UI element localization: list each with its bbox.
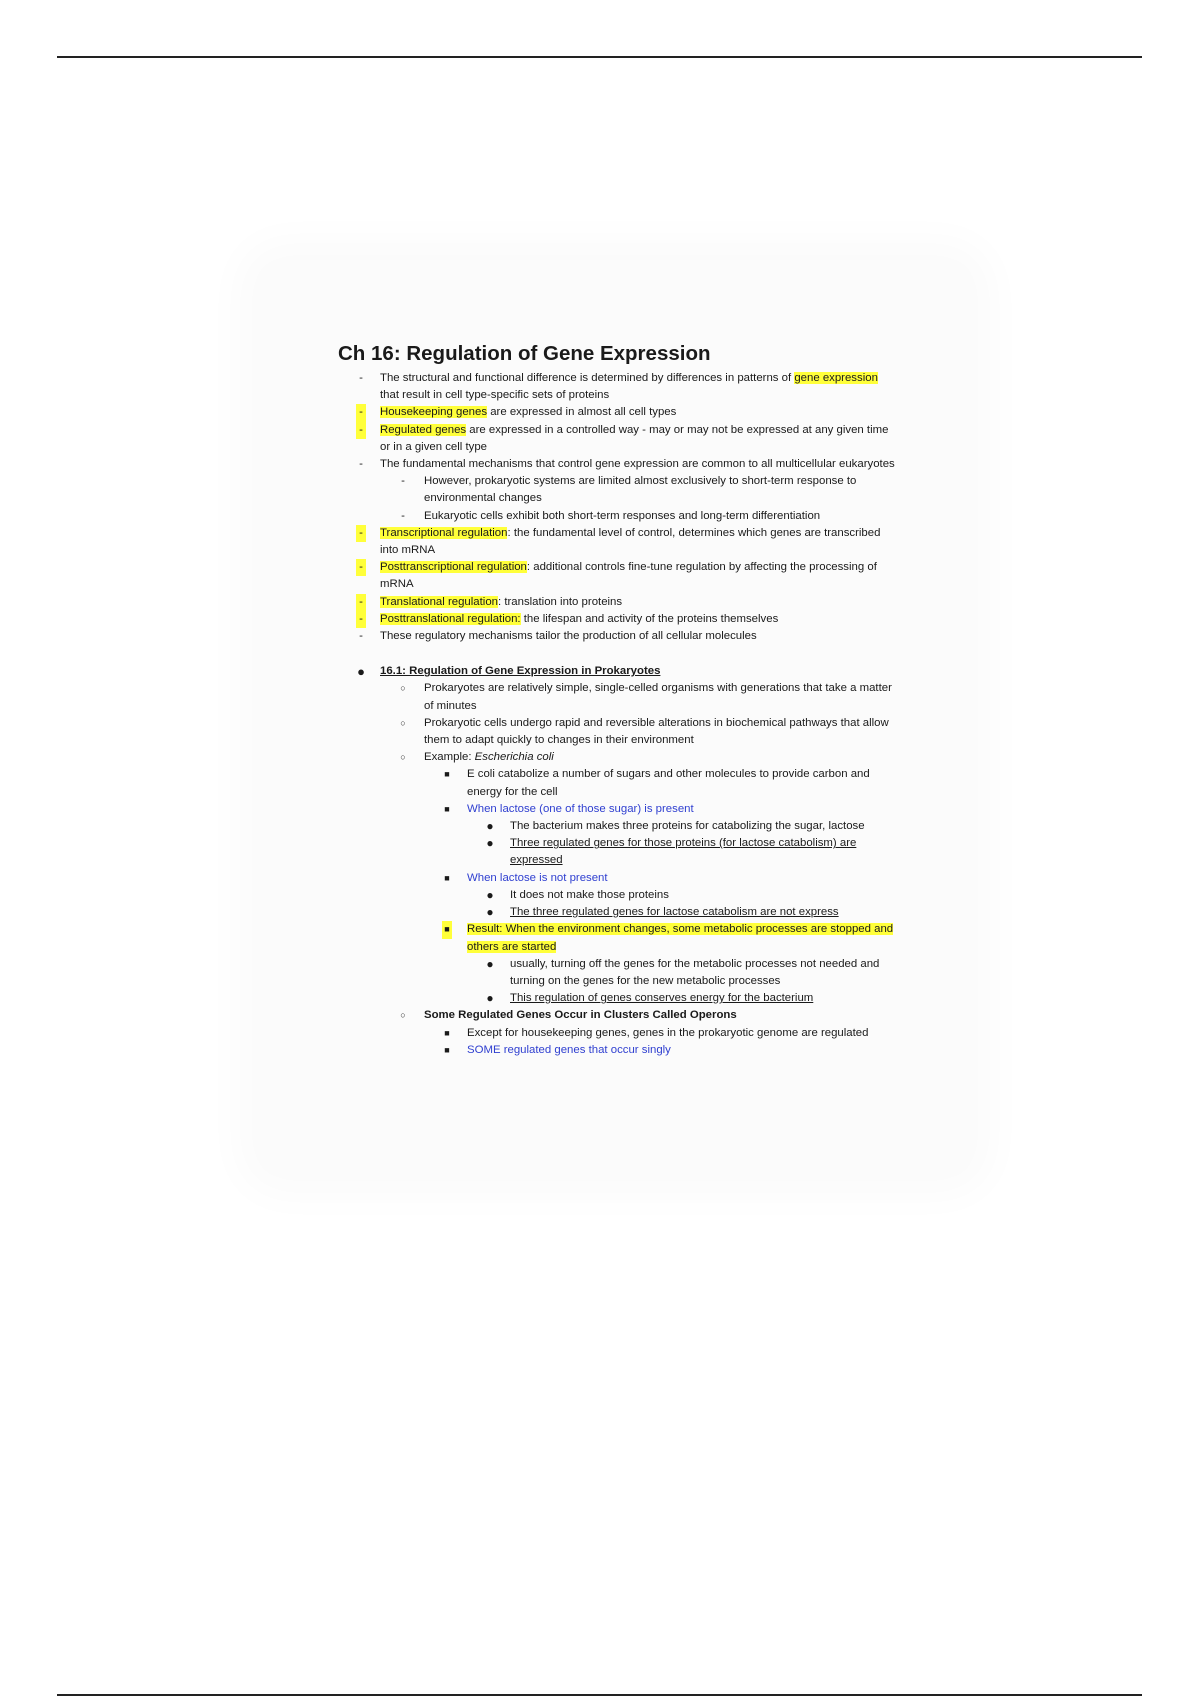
- list-item: [338, 766, 898, 800]
- item-text: Prokaryotes are relatively simple, single-celled organisms with generations that take a matter of minutes: [424, 682, 892, 712]
- list-item: [338, 611, 898, 628]
- item-text: The fundamental mechanisms that control gene expression are common to all multicellular eukaryotes: [380, 458, 895, 471]
- list-item: [338, 628, 898, 645]
- square-bullet: ■: [444, 872, 450, 883]
- list-item: [338, 404, 898, 421]
- list-item: [338, 456, 898, 473]
- item-text: that result in cell type-specific sets of proteins: [380, 389, 610, 402]
- dot-bullet: ●: [486, 819, 494, 834]
- list-item: [338, 801, 898, 818]
- highlighted-term: gene expression: [794, 372, 878, 384]
- list-item: [338, 594, 898, 611]
- dot-bullet: ●: [486, 836, 494, 851]
- list-item: [338, 680, 898, 714]
- ring-bullet: ○: [400, 752, 406, 763]
- ring-bullet: ○: [400, 683, 406, 694]
- item-text: Eukaryotic cells exhibit both short-term responses and long-term differentiation: [424, 509, 821, 522]
- list-item: [338, 508, 898, 525]
- list-item: [338, 818, 898, 835]
- item-text: SOME regulated genes that occur singly: [467, 1043, 671, 1056]
- list-item: [338, 1042, 898, 1059]
- list-item: [338, 422, 898, 456]
- species-name: Escherichia coli: [474, 751, 554, 764]
- item-text: : additional controls fine-tune regulation by affecting the processing of mRNA: [380, 561, 877, 591]
- spacer: [338, 645, 898, 663]
- page-title: Ch 16: Regulation of Gene Expression: [338, 342, 711, 365]
- list-item: [338, 990, 898, 1007]
- item-text: The structural and functional difference is determined by differences in patterns of: [380, 372, 795, 384]
- highlighted-term: Housekeeping genes: [380, 406, 488, 419]
- dot-bullet: ●: [486, 991, 494, 1006]
- item-text: E coli catabolize a number of sugars and other molecules to provide carbon and energy for the cell: [467, 768, 870, 798]
- dot-bullet: ●: [486, 956, 494, 971]
- list-item: [338, 887, 898, 904]
- dash-bullet: -: [401, 475, 405, 488]
- disc-bullet: ●: [357, 664, 365, 680]
- example-label: Example:: [424, 751, 475, 764]
- top-rule: [57, 56, 1142, 58]
- dash-bullet: -: [356, 422, 366, 439]
- item-text: The three regulated genes for lactose catabolism are not express: [510, 906, 839, 919]
- highlighted-term: Translational regulation: [380, 595, 498, 608]
- list-item: [338, 473, 898, 507]
- highlighted-term: Result: When the environment changes, some metabolic processes are stopped and others are started: [467, 923, 894, 953]
- list-item: [338, 370, 898, 404]
- item-text: When lactose (one of those sugar) is present: [467, 802, 694, 815]
- dash-bullet: -: [359, 372, 363, 384]
- list-item: [338, 956, 898, 990]
- dash-bullet: -: [356, 559, 366, 576]
- subsection-heading: Some Regulated Genes Occur in Clusters Called Operons: [424, 1009, 737, 1022]
- square-bullet: ■: [444, 803, 450, 814]
- item-text: When lactose is not present: [467, 871, 608, 884]
- document-page: [338, 340, 898, 1059]
- list-item: [338, 835, 898, 869]
- list-item: [338, 715, 898, 749]
- list-item: [338, 1007, 898, 1024]
- ring-bullet: ○: [400, 717, 406, 728]
- dot-bullet: ●: [486, 887, 494, 902]
- square-bullet: ■: [442, 921, 452, 938]
- item-text: It does not make those proteins: [510, 888, 669, 901]
- list-item: [338, 559, 898, 593]
- item-text: This regulation of genes conserves energy for the bacterium: [510, 992, 814, 1005]
- dash-bullet: -: [356, 594, 366, 611]
- item-text: : the fundamental level of control, determines which genes are transcribed into mRNA: [380, 526, 881, 557]
- item-text: are expressed in a controlled way - may or may not be expressed at any given time or in a given cell type: [380, 423, 889, 453]
- section-heading-item: [338, 663, 898, 680]
- section-heading: 16.1: Regulation of Gene Expression in Prokaryotes: [380, 665, 661, 678]
- dash-bullet: -: [359, 458, 363, 471]
- dash-bullet: -: [401, 509, 405, 522]
- list-item: [338, 904, 898, 921]
- dash-bullet: -: [356, 525, 366, 542]
- highlighted-term: Regulated genes: [380, 423, 467, 436]
- highlighted-term: Posttranslational regulation:: [380, 612, 521, 625]
- bottom-rule: [57, 1694, 1142, 1696]
- highlighted-term: Posttranscriptional regulation: [380, 561, 527, 574]
- item-text: However, prokaryotic systems are limited almost exclusively to short-term response to environmental changes: [424, 475, 857, 505]
- list-item: [338, 749, 898, 766]
- square-bullet: ■: [444, 1044, 450, 1055]
- ring-bullet: ○: [400, 1010, 406, 1021]
- list-item: [338, 1025, 898, 1042]
- item-text: Except for housekeeping genes, genes in the prokaryotic genome are regulated: [467, 1026, 869, 1039]
- dash-bullet: -: [356, 611, 366, 628]
- item-text: Three regulated genes for those proteins (for lactose catabolism) are expressed: [510, 837, 857, 867]
- item-text: Prokaryotic cells undergo rapid and reversible alterations in biochemical pathways that allow them to adapt quickly to changes in their environment: [424, 716, 889, 747]
- item-text: : translation into proteins: [497, 595, 623, 608]
- item-text: are expressed in almost all cell types: [487, 406, 677, 419]
- dash-bullet: -: [356, 404, 366, 421]
- item-text: These regulatory mechanisms tailor the production of all cellular molecules: [380, 630, 757, 643]
- dash-bullet: -: [359, 630, 363, 643]
- highlighted-term: Transcriptional regulation: [380, 526, 508, 539]
- item-text: usually, turning off the genes for the metabolic processes not needed and turning on the genes for the new metabolic processes: [510, 957, 880, 987]
- dot-bullet: ●: [486, 905, 494, 920]
- square-bullet: ■: [444, 1027, 450, 1038]
- list-item: [338, 525, 898, 559]
- list-item: [338, 870, 898, 887]
- list-item: [338, 921, 898, 955]
- item-text: the lifespan and activity of the proteins themselves: [520, 612, 779, 625]
- square-bullet: ■: [444, 769, 450, 780]
- item-text: The bacterium makes three proteins for catabolizing the sugar, lactose: [510, 820, 865, 833]
